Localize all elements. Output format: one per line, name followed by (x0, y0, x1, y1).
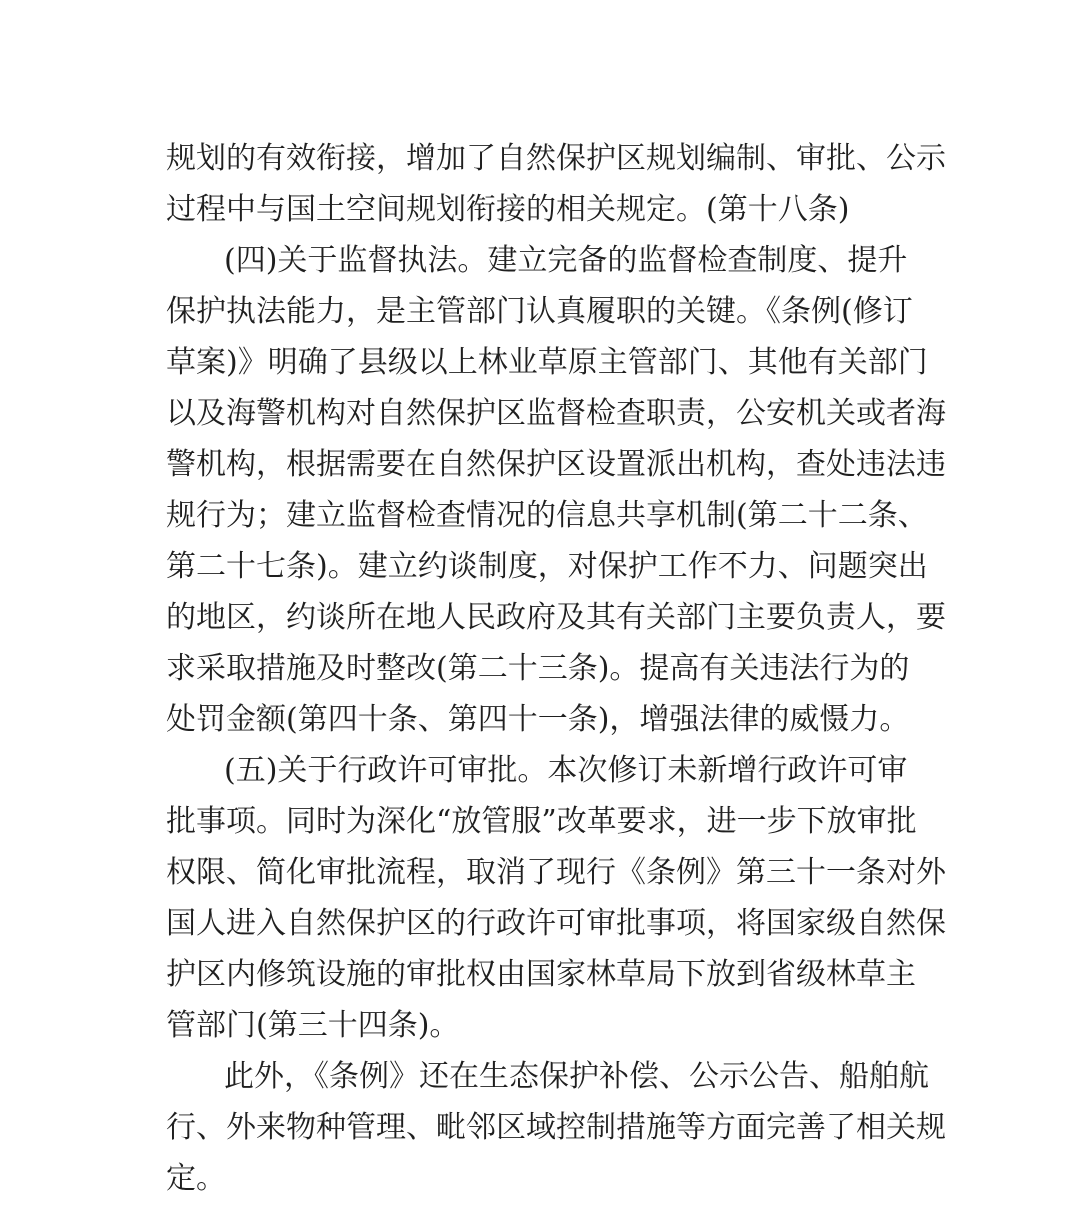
text-line: 权限、简化审批流程，取消了现行《条例》第三十一条对外 (166, 855, 946, 890)
text-line: 处罚金额(第四十条、第四十一条)，增强法律的威慑力。 (166, 702, 910, 737)
text-line: 护区内修筑设施的审批权由国家林草局下放到省级林草主 (166, 957, 916, 992)
text-line: 求采取措施及时整改(第二十三条)。提高有关违法行为的 (166, 651, 910, 686)
text-line: 以及海警机构对自然保护区监督检查职责，公安机关或者海 (166, 396, 946, 431)
text-line: 警机构，根据需要在自然保护区设置派出机构，查处违法违 (166, 447, 946, 482)
text-line: 管部门(第三十四条)。 (166, 1008, 460, 1043)
paragraph-start-line: 此外，《条例》还在生态保护补偿、公示公告、船舶航 (224, 1059, 929, 1094)
text-line: 批事项。同时为深化“放管服”改革要求，进一步下放审批 (166, 804, 917, 839)
paragraph-heading-line: (四)关于监督执法。建立完备的监督检查制度、提升 (224, 243, 908, 278)
text-line: 国人进入自然保护区的行政许可审批事项，将国家级自然保 (166, 906, 946, 941)
text-line: 定。 (166, 1161, 226, 1196)
text-line: 草案)》明确了县级以上林业草原主管部门、其他有关部门 (166, 345, 928, 380)
text-line: 规划的有效衔接，增加了自然保护区规划编制、审批、公示 (166, 141, 946, 176)
text-line: 保护执法能力，是主管部门认真履职的关键。《条例(修订 (166, 294, 913, 329)
text-line: 的地区，约谈所在地人民政府及其有关部门主要负责人，要 (166, 600, 946, 635)
text-line: 行、外来物种管理、毗邻区域控制措施等方面完善了相关规 (166, 1110, 946, 1145)
text-line: 过程中与国土空间规划衔接的相关规定。(第十八条) (166, 192, 850, 227)
document-body (166, 133, 946, 1204)
text-line: 规行为；建立监督检查情况的信息共享机制(第二十二条、 (166, 498, 928, 533)
paragraph-heading-line: (五)关于行政许可审批。本次修订未新增行政许可审 (224, 753, 908, 788)
text-line: 第二十七条)。建立约谈制度，对保护工作不力、问题突出 (166, 549, 928, 584)
